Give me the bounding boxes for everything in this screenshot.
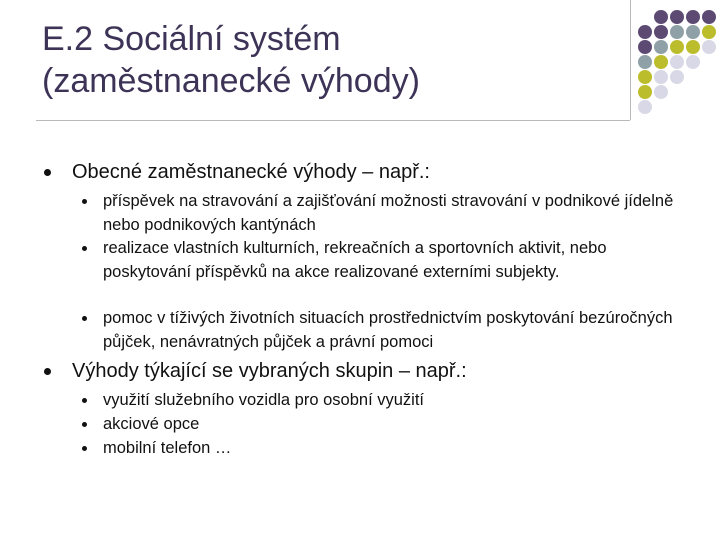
sub-bullet-dot [82,398,87,403]
sub-bullet-dot [82,199,87,204]
sub-item-meal-allowance: příspěvek na stravování a zajišťování možnosti stravování v podnikové jídelně nebo podnikových kantýnách [103,192,674,234]
bullet-dot [44,368,51,375]
sub-item-company-car: využití služebního vozidla pro osobní využití [103,391,425,409]
sub-bullet-dot [82,422,87,427]
sub-bullet-dot [82,446,87,451]
bullet-heading-general: Obecné zaměstnanecké výhody – např.: [72,161,430,183]
bullet-heading-selected-groups: Výhody týkající se vybraných skupin – např.: [72,360,467,382]
title-line-1: E.2 Sociální systém [42,20,341,58]
sub-item-hardship-support: pomoc v tíživých životních situacích prostřednictvím poskytování bezúročných půjček, nenávratných půjček a právní pomoci [103,309,673,351]
sub-item-cultural-activities: realizace vlastních kulturních, rekreačních a sportovních aktivit, nebo poskytování příspěvků na akce realizované externími subjekty. [103,239,607,281]
title-line-2: (zaměstnanecké výhody) [42,62,420,100]
sub-bullet-dot [82,316,87,321]
bullet-dot [44,169,51,176]
sub-item-stock-options: akciové opce [103,415,200,433]
sub-item-mobile-phone: mobilní telefon … [103,439,232,457]
sub-bullet-dot [82,246,87,251]
